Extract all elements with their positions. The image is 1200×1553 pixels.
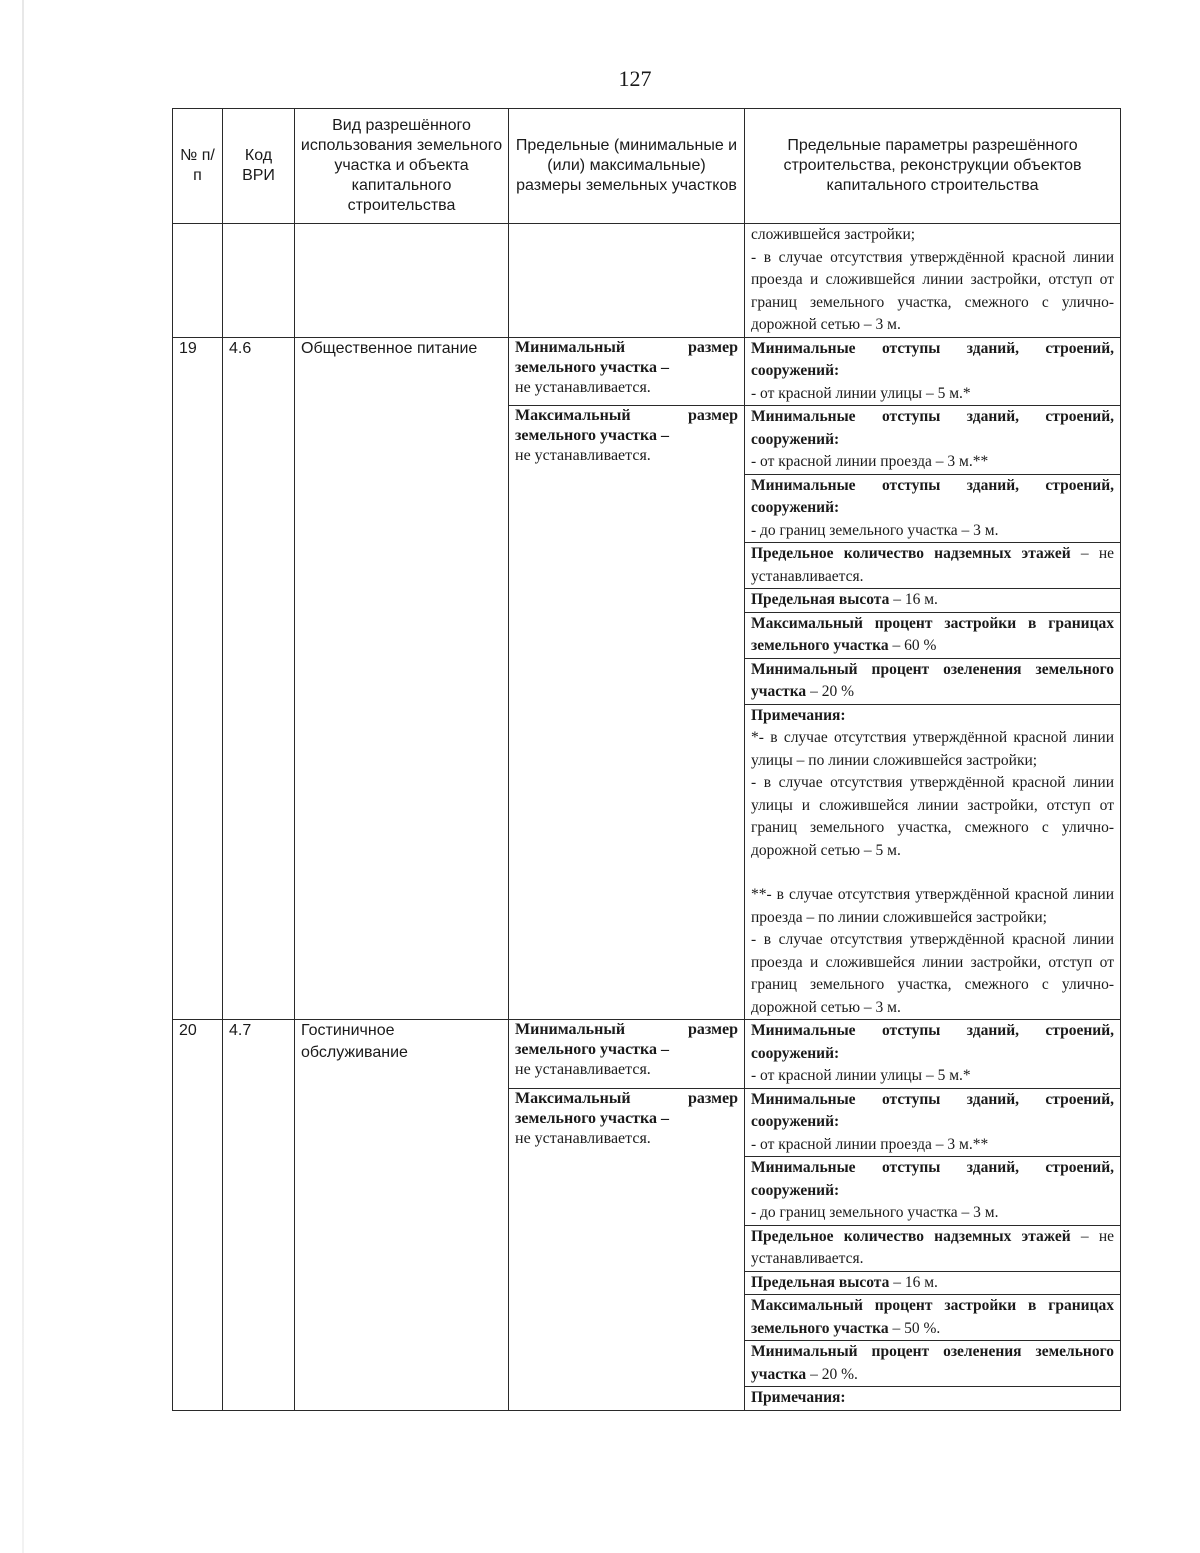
- param-text: - до границ земельного участка – 3 м.: [751, 1204, 999, 1221]
- param-title: Минимальные отступы зданий, строений, сооружений:: [751, 1159, 1114, 1199]
- param-cell: [745, 658, 1121, 704]
- min-size-label: Минимальный размер земельного участка –: [515, 1021, 738, 1058]
- param-cell: [745, 337, 1121, 406]
- param-text: - от красной линии улицы – 5 м.*: [751, 1067, 971, 1084]
- continuation-row: [173, 224, 1121, 338]
- note-line: - в случае отсутствия утверждённой красной линии улицы и сложившейся линии застройки, отступ от границ земельного участка, смежного с улично-дорожной сетью – 5 м.: [751, 774, 1114, 859]
- param-title: Предельное количество надземных этажей: [751, 1227, 1071, 1245]
- regulations-table: [172, 108, 1121, 1411]
- row-num: 19: [173, 337, 223, 1020]
- max-size-value: не устанавливается.: [515, 447, 651, 464]
- row-code: 4.7: [223, 1020, 295, 1411]
- cont-name-cell: [295, 224, 509, 338]
- min-size-cell: [509, 1020, 745, 1089]
- header-params: Предельные параметры разрешённого строительства, реконструкции объектов капитального строительства: [745, 109, 1121, 224]
- param-cell: [745, 543, 1121, 589]
- param-title: Предельная высота: [751, 591, 890, 608]
- note-line: **- в случае отсутствия утверждённой красной линии проезда – по линии сложившейся застройки;: [751, 886, 1114, 926]
- min-size-value: не устанавливается.: [515, 1061, 651, 1078]
- param-title: Минимальные отступы зданий, строений, сооружений:: [751, 1090, 1114, 1130]
- param-text: – 50 %.: [888, 1319, 941, 1337]
- param-text: - от красной линии проезда – 3 м.**: [751, 453, 989, 470]
- table-header-row: [173, 109, 1121, 224]
- table-row: [173, 337, 1121, 406]
- max-size-cell: [509, 1088, 745, 1410]
- max-size-value: не устанавливается.: [515, 1129, 651, 1147]
- param-title: Минимальные отступы зданий, строений, сооружений:: [751, 408, 1114, 448]
- param-cell: [745, 1225, 1121, 1271]
- param-cell: [745, 474, 1121, 543]
- param-cell: [745, 1295, 1121, 1341]
- min-size-cell: [509, 337, 745, 406]
- param-cell: [745, 406, 1121, 475]
- header-sizes: Предельные (минимальные и (или) максимальные) размеры земельных участков: [509, 109, 745, 224]
- cont-line: сложившейся застройки;: [751, 226, 916, 243]
- param-title: Минимальные отступы зданий, строений, сооружений:: [751, 1022, 1114, 1062]
- param-cell: [745, 612, 1121, 658]
- param-cell: [745, 1271, 1121, 1295]
- param-text: – не устанавливается.: [751, 1227, 1114, 1267]
- cont-param-cell: [745, 224, 1121, 338]
- max-size-cell: [509, 406, 745, 1020]
- param-title: Минимальные отступы зданий, строений, сооружений:: [751, 476, 1114, 516]
- cont-code-cell: [223, 224, 295, 338]
- notes-title: Примечания:: [751, 1389, 846, 1406]
- scan-edge: [22, 0, 24, 1553]
- cont-num-cell: [173, 224, 223, 338]
- cont-line: - в случае отсутствия утверждённой красной линии проезда и сложившейся линии застройки, отступ от границ земельного участка, смежного с улично-дорожной сетью – 3 м.: [751, 248, 1114, 333]
- param-title: Минимальный процент озеленения земельного участка: [751, 1343, 1114, 1383]
- cont-size-cell: [509, 224, 745, 338]
- row-code: 4.6: [223, 337, 295, 1020]
- note-line: - в случае отсутствия утверждённой красной линии проезда и сложившейся линии застройки, отступ от границ земельного участка, смежного с улично-дорожной сетью – 3 м.: [751, 931, 1114, 1016]
- param-text: - до границ земельного участка – 3 м.: [751, 521, 999, 539]
- param-cell: [745, 1088, 1121, 1157]
- param-text: – 60 %: [888, 637, 937, 654]
- page-number: 127: [618, 66, 652, 91]
- param-text: - от красной линии улицы – 5 м.*: [751, 384, 971, 402]
- param-title: Максимальный процент застройки в границах земельного участка: [751, 614, 1114, 654]
- row-name: Общественное питание: [295, 337, 509, 1020]
- header-name: Вид разрешённого использования земельного участка и объекта капитального строительства: [295, 109, 509, 224]
- param-title: Минимальный процент озеленения земельного участка: [751, 660, 1114, 700]
- header-num: № п/п: [173, 109, 223, 224]
- row-name: Гостиничное обслуживание: [295, 1020, 509, 1411]
- param-cell: [745, 589, 1121, 613]
- param-text: - от красной линии проезда – 3 м.**: [751, 1135, 989, 1153]
- param-text: – 20 %: [806, 683, 854, 700]
- notes-cell: [745, 704, 1121, 1020]
- param-title: Максимальный процент застройки в границах земельного участка: [751, 1297, 1114, 1337]
- param-text: – 16 м.: [889, 1273, 938, 1291]
- param-title: Предельное количество надземных этажей: [751, 545, 1071, 562]
- max-size-label: Максимальный размер земельного участка –: [515, 407, 738, 444]
- max-size-label: Максимальный размер земельного участка –: [515, 1089, 738, 1127]
- header-code: Код ВРИ: [223, 109, 295, 224]
- param-title: Предельная высота: [751, 1273, 890, 1291]
- param-text: – 20 %.: [806, 1365, 858, 1383]
- note-line: *- в случае отсутствия утверждённой красной линии улицы – по линии сложившейся застройки;: [751, 729, 1114, 769]
- param-text: – не устанавливается.: [751, 545, 1114, 585]
- row-num: 20: [173, 1020, 223, 1411]
- param-title: Минимальные отступы зданий, строений, сооружений:: [751, 339, 1114, 379]
- param-cell: [745, 1020, 1121, 1089]
- param-text: – 16 м.: [889, 591, 938, 608]
- notes-title: Примечания:: [751, 706, 846, 724]
- min-size-value: не устанавливается.: [515, 378, 651, 396]
- notes-cell: [745, 1387, 1121, 1411]
- param-cell: [745, 1157, 1121, 1226]
- param-cell: [745, 1341, 1121, 1387]
- min-size-label: Минимальный размер земельного участка –: [515, 338, 738, 376]
- table-row: [173, 1020, 1121, 1089]
